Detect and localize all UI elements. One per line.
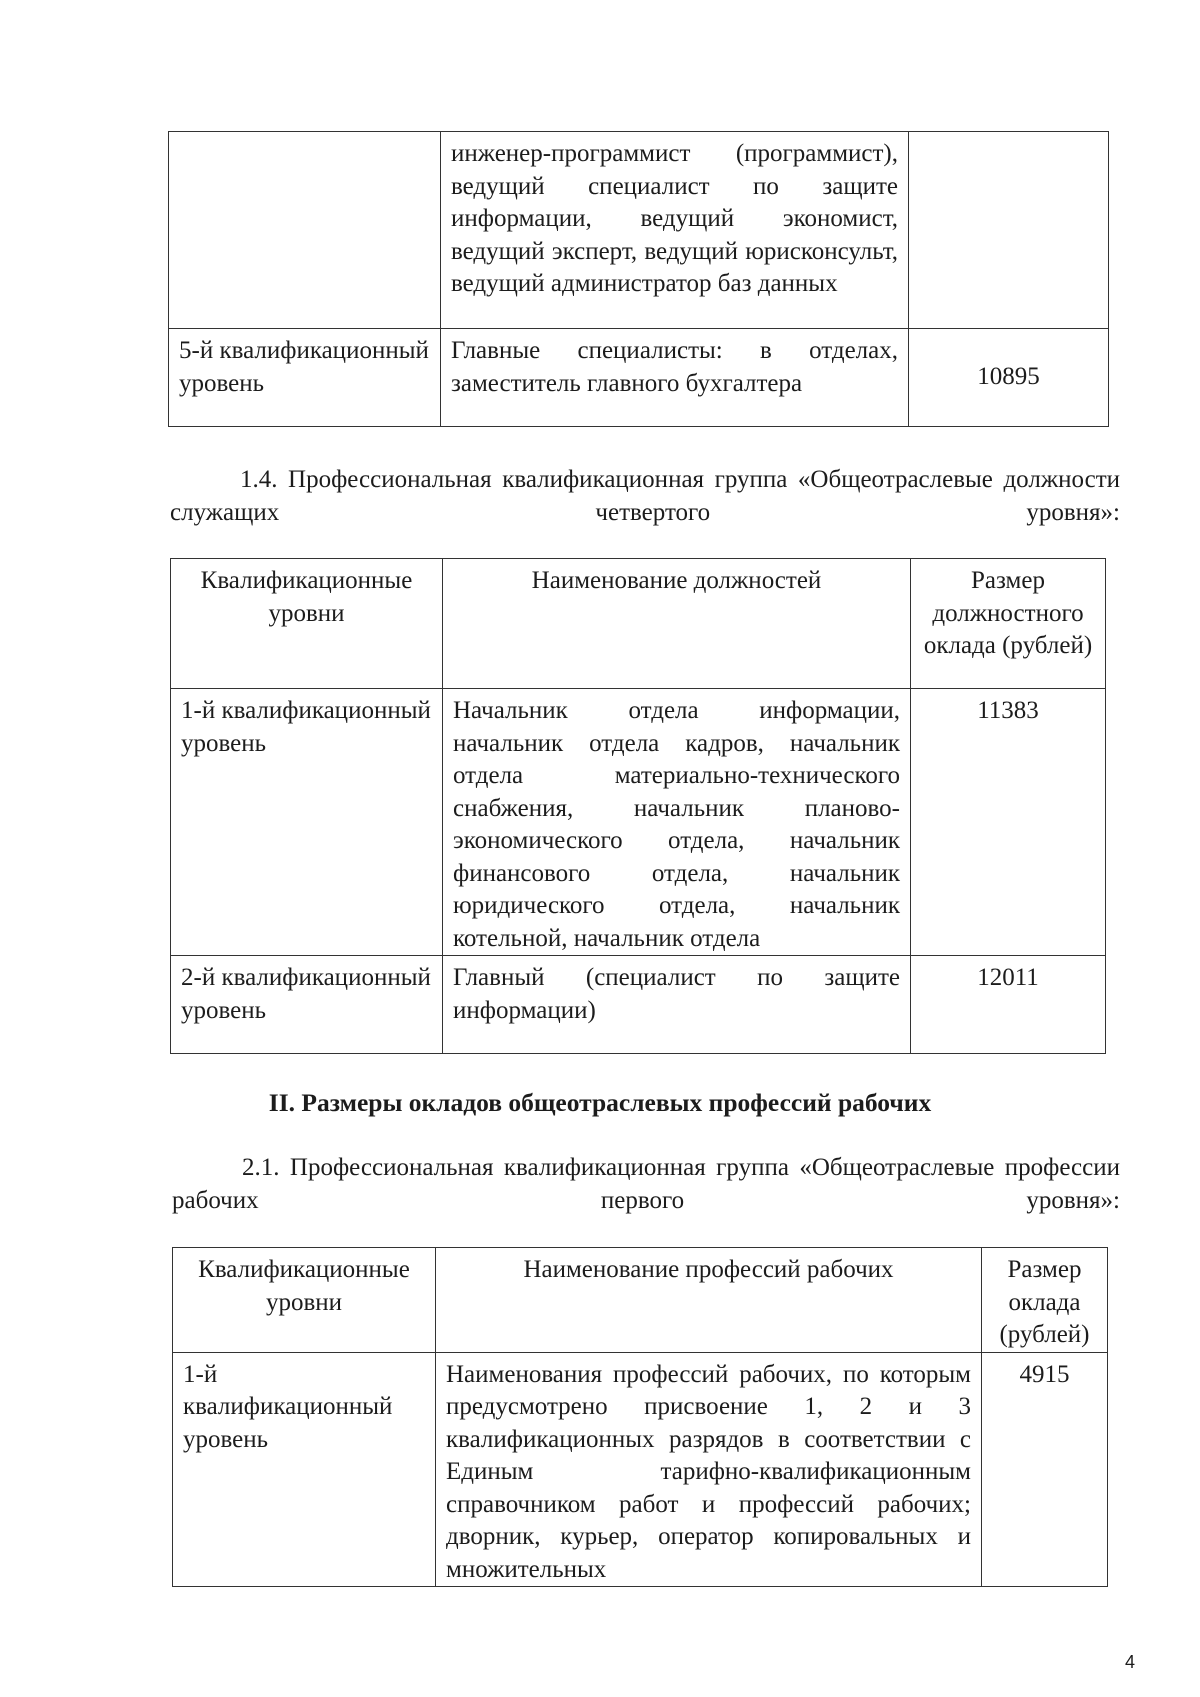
- salary-cell: 10895: [909, 329, 1109, 427]
- table-row: [173, 1352, 1108, 1587]
- positions-cell: инженер-программист (программист), ведущий специалист по защите информации, ведущий экономист, ведущий эксперт, ведущий юрисконсульт, ведущий администратор баз данных: [441, 132, 909, 329]
- positions-cell: Начальник отдела информации, начальник отдела кадров, начальник отдела материально-технического снабжения, начальник планово-экономического отдела, начальник финансового отдела, начальник юридического отдела, начальник котельной, начальник отдела: [443, 689, 911, 956]
- header-positions: Наименование должностей: [443, 559, 911, 689]
- header-salary: Размер должностного оклада (рублей): [911, 559, 1106, 689]
- level-cell: [169, 132, 441, 329]
- level-cell: 5-й квалификационный уровень: [169, 329, 441, 427]
- page-number: 4: [1125, 1652, 1136, 1672]
- table-continued: [168, 131, 1109, 427]
- salary-cell: 11383: [911, 689, 1106, 956]
- section-2-heading: II. Размеры окладов общеотраслевых профессий рабочих: [268, 1088, 932, 1117]
- header-levels: Квалификационные уровни: [173, 1248, 436, 1353]
- table-row: [171, 956, 1106, 1054]
- table-row: [169, 329, 1109, 427]
- salary-cell: 4915: [982, 1352, 1108, 1587]
- level-cell: 1-й квалификационный уровень: [173, 1352, 436, 1587]
- table-row: [171, 689, 1106, 956]
- level-cell: 1-й квалификационный уровень: [171, 689, 443, 956]
- paragraph-1-4: [170, 463, 1120, 529]
- positions-cell: Главные специалисты: в отделах, заместитель главного бухгалтера: [441, 329, 909, 427]
- table-row: [169, 132, 1109, 329]
- table-header-row: [173, 1248, 1108, 1353]
- table-1-4: [170, 558, 1106, 1054]
- table-2-1: [172, 1247, 1108, 1587]
- salary-cell: [909, 132, 1109, 329]
- paragraph-1-4-text: 1.4. Профессиональная квалификационная группа «Общеотраслевые должности служащих четвертого уровня»:: [170, 466, 1120, 526]
- level-cell: 2-й квалификационный уровень: [171, 956, 443, 1054]
- positions-cell: Главный (специалист по защите информации): [443, 956, 911, 1054]
- header-professions: Наименование профессий рабочих: [436, 1248, 982, 1353]
- paragraph-2-1-text: 2.1. Профессиональная квалификационная группа «Общеотраслевые профессии рабочих первого уровня»:: [172, 1154, 1120, 1214]
- paragraph-2-1: [172, 1151, 1120, 1217]
- header-salary: Размер оклада (рублей): [982, 1248, 1108, 1353]
- table-header-row: [171, 559, 1106, 689]
- salary-cell: 12011: [911, 956, 1106, 1054]
- professions-cell: Наименования профессий рабочих, по которым предусмотрено присвоение 1, 2 и 3 квалификационных разрядов в соответствии с Единым тарифно-квалификационным справочником работ и профессий рабочих; дворник, курьер, оператор копировальных и множительных: [436, 1352, 982, 1587]
- header-levels: Квалификационные уровни: [171, 559, 443, 689]
